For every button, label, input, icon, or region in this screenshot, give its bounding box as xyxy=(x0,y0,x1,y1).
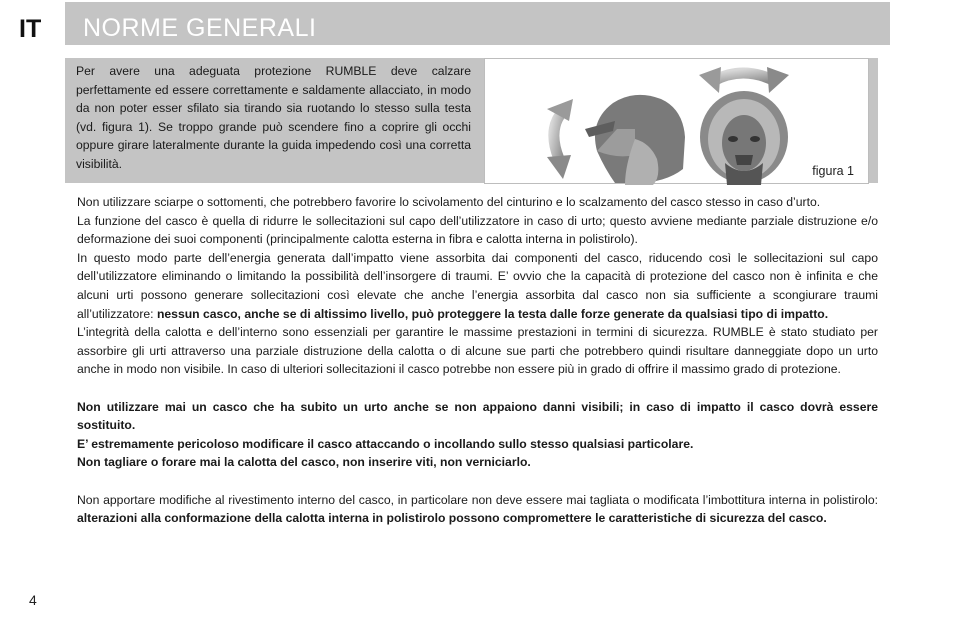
page-number: 4 xyxy=(29,592,37,608)
helmet-front-view-icon xyxy=(700,91,788,185)
paragraph-text: In questo modo parte dell’energia generata dall’impatto viene assorbita dai componenti del casco, riducendo così le sollecitazioni sul capo dell’utilizzatore eliminando o limitando la possibilità dell’insorgere di traumi. E’ ovvio che la capacità di protezione del casco non è infinita e che alcuni urti possono generare sollecitazioni così elevate che anche l’energia assorbita dal casco non sia sufficiente a scongiurare traumi all’utilizzatore: xyxy=(77,250,878,321)
section-title-bar xyxy=(65,2,890,45)
warning-text: E’ estremamente pericoloso modificare il casco attaccando o incollando sullo stesso qualsiasi particolare. xyxy=(77,436,694,451)
warning-paragraph xyxy=(77,453,878,472)
paragraph: L’integrità della calotta e dell’interno sono essenziali per garantire le massime prestazioni in termini di sicurezza. RUMBLE è stato studiato per assorbire gli urti attraverso una parziale distruzione della calotta o di alcune sue parti che potrebbero quindi risultare danneggiate dopo un urto anche in modo non visibile. In caso di ulteriori sollecitazioni il casco potrebbe non essere più in grado di offrire il massimo grado di protezione. xyxy=(77,325,878,377)
tilt-arrow-icon xyxy=(547,99,573,179)
body-text xyxy=(77,193,878,528)
warning-paragraph xyxy=(77,435,878,454)
paragraph-emphasis: alterazioni alla conformazione della calotta interna in polistirolo possono compromettere le caratteristiche di sicurezza del casco. xyxy=(77,511,827,526)
language-code: IT xyxy=(19,15,42,43)
paragraph xyxy=(77,491,878,528)
figure-1 xyxy=(484,58,869,184)
rotate-arrow-icon xyxy=(699,67,789,93)
section-title: NORME GENERALI xyxy=(83,14,317,42)
paragraph: La funzione del casco è quella di ridurre le sollecitazioni sul capo dell’utilizzatore in caso di urto; questo avviene mediante parziale distruzione e/o deformazione dei suoi componenti (principalmente calotta esterna in fibra e calotta interna in polistirolo). xyxy=(77,213,878,247)
paragraph-text: Non apportare modifiche al rivestimento interno del casco, in particolare non deve essere mai tagliata o modificata l’imbottitura interna in polistirolo: xyxy=(77,492,878,507)
warning-text: Non tagliare o forare mai la calotta del casco, non inserire viti, non verniciarlo. xyxy=(77,455,531,470)
paragraph-emphasis: nessun casco, anche se di altissimo livello, può proteggere la testa dalle forze generate da qualsiasi tipo di impatto. xyxy=(156,306,829,321)
helmet-side-view-icon xyxy=(585,95,685,185)
intro-text: Per avere una adeguata protezione RUMBLE deve calzare perfettamente ed essere correttamente e saldamente allacciato, in modo da non poter esser sfilato sia tirando sia ruotando lo stesso sulla testa (vd. figura 1). Se troppo grande può scendere fino a coprire gli occhi oppure girare lateralmente durante la guida impedendo così una corretta visibilità. xyxy=(76,64,471,171)
paragraph xyxy=(77,249,878,323)
warning-text: Non utilizzare mai un casco che ha subito un urto anche se non appaiono danni visibili; in caso di impatto il casco dovrà essere sostituito. xyxy=(77,399,878,433)
figure-caption: figura 1 xyxy=(812,164,854,178)
warning-paragraph xyxy=(77,398,878,435)
paragraph: Non utilizzare sciarpe o sottomenti, che potrebbero favorire lo scivolamento del cinturino e lo scalzamento del casco stesso in caso d’urto. xyxy=(77,195,821,209)
